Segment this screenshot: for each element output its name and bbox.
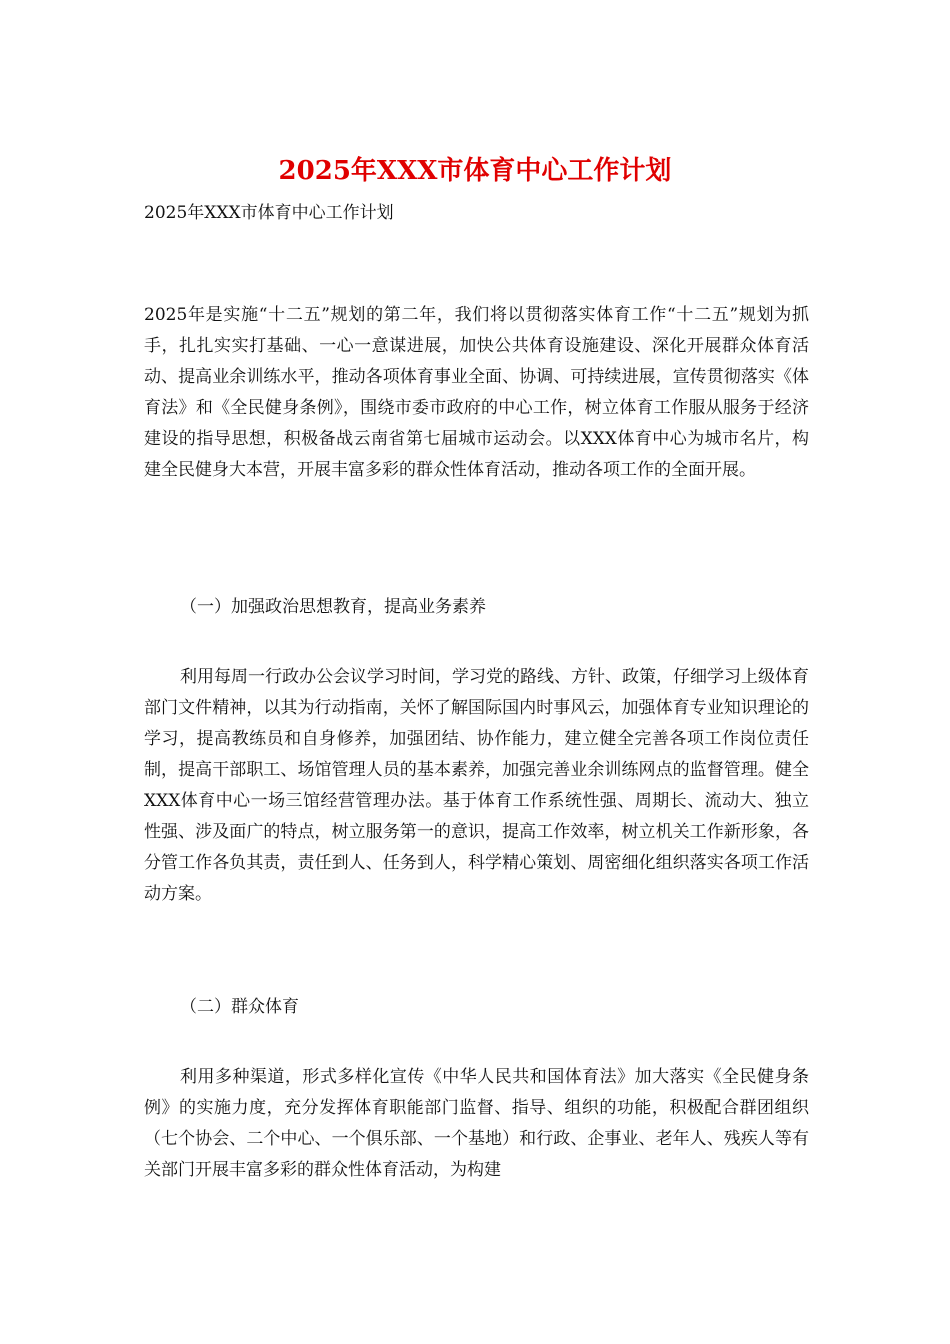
section-heading-2: （二）群众体育	[180, 997, 299, 1017]
intro-paragraph: 2025年是实施“十二五”规划的第二年，我们将以贯彻落实体育工作“十二五”规划为抓手，扎扎实实打基础、一心一意谋进展，加快公共体育设施建设、深化开展群众体育活动、提高业余训练水平，推动各项体育事业全面、协调、可持续进展，宣传贯彻落实《体育法》和《全民健身条例》，围绕市委市政府的中心工作，树立体育工作服从服务于经济建设的指导思想，积极备战云南省第七届城市运动会。以XXX体育中心为城市名片，构建全民健身大本营，开展丰富多彩的群众性体育活动，推动各项工作的全面开展。	[144, 305, 809, 480]
section-2-paragraph: 利用多种渠道，形式多样化宣传《中华人民共和国体育法》加大落实《全民健身条例》的实施力度，充分发挥体育职能部门监督、指导、组织的功能，积极配合群团组织（七个协会、二个中心、一个俱乐部、一个基地）和行政、企事业、老年人、残疾人等有关部门开展丰富多彩的群众性体育活动，为构建	[144, 1067, 809, 1180]
document-title: 2025年XXX市体育中心工作计划	[278, 156, 672, 186]
section-heading-1: （一）加强政治思想教育，提高业务素养	[180, 597, 486, 617]
document-subtitle: 2025年XXX市体育中心工作计划	[144, 203, 394, 223]
section-1-paragraph: 利用每周一行政办公会议学习时间，学习党的路线、方针、政策，仔细学习上级体育部门文件精神，以其为行动指南，关怀了解国际国内时事风云，加强体育专业知识理论的学习，提高教练员和自身修养，加强团结、协作能力，建立健全完善各项工作岗位责任制，提高干部职工、场馆管理人员的基本素养，加强完善业余训练网点的监督管理。健全XXX体育中心一场三馆经营管理办法。基于体育工作系统性强、周期长、流动大、独立性强、涉及面广的特点，树立服务第一的意识，提高工作效率，树立机关工作新形象，各分管工作各负其责，责任到人、任务到人，科学精心策划、周密细化组织落实各项工作活动方案。	[144, 667, 809, 904]
